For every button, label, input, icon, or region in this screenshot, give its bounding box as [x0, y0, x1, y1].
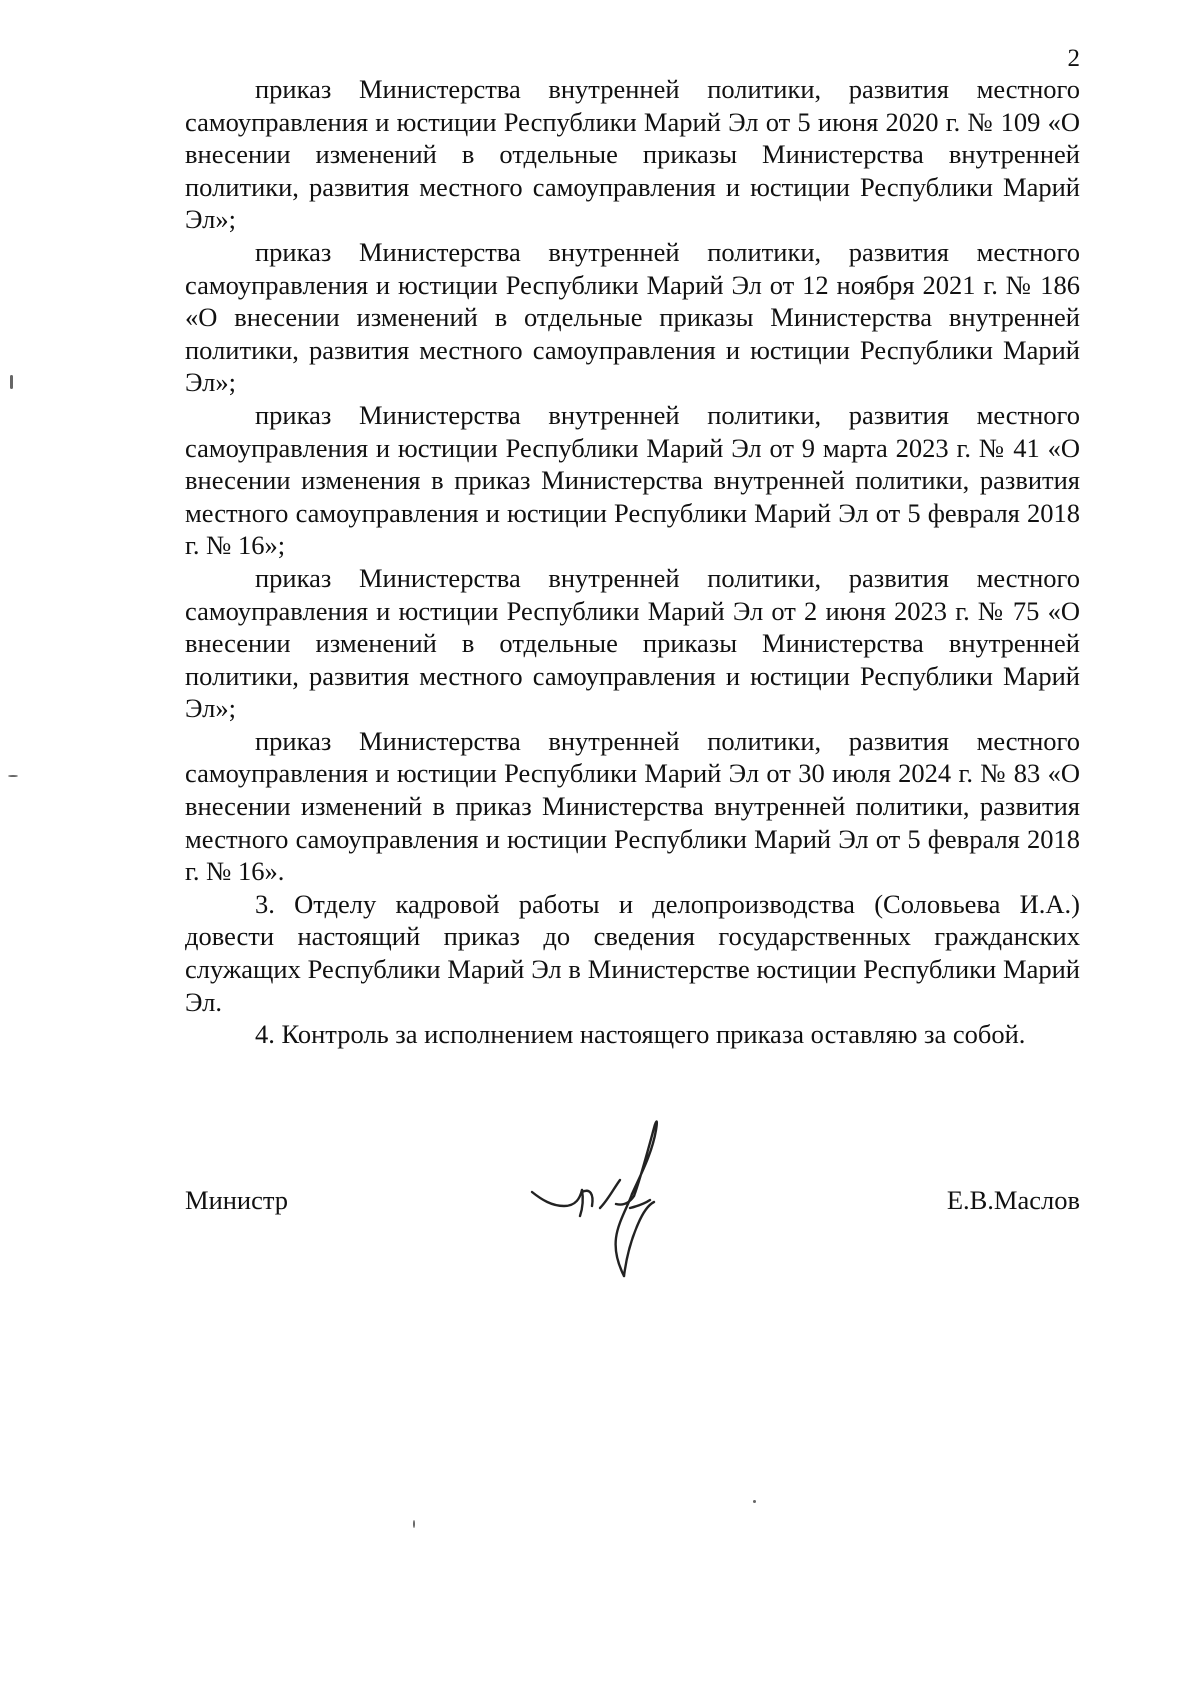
paragraph-item-3: 3. Отделу кадровой работы и делопроизводства (Соловьева И.А.) довести настоящий приказ до сведения государственных гражданских служащих Республики Марий Эл в Министерстве юстиции Республики Марий Эл.: [185, 888, 1080, 1017]
scan-speck: [10, 375, 13, 389]
scan-speck: [413, 1520, 415, 1528]
paragraph-order-2023-41: приказ Министерства внутренней политики, развития местного самоуправления и юстиции Республики Марий Эл от 9 марта 2023 г. № 41 «О внесении изменения в приказ Министерства внутренней политики, развития местного самоуправления и юстиции Республики Марий Эл от 5 февраля 2018 г. № 16»;: [185, 399, 1080, 561]
paragraph-order-2021-186: приказ Министерства внутренней политики, развития местного самоуправления и юстиции Республики Марий Эл от 12 ноября 2021 г. № 186 «О внесении изменений в отдельные приказы Министерства внутренней политики, развития местного самоуправления и юстиции Республики Марий Эл»;: [185, 236, 1080, 398]
handwritten-signature: [520, 1110, 720, 1280]
signatory-title: Министр: [185, 1185, 289, 1215]
paragraph-order-2024-83: приказ Министерства внутренней политики, развития местного самоуправления и юстиции Республики Марий Эл от 30 июля 2024 г. № 83 «О внесении изменений в приказ Министерства внутренней политики, развития местного самоуправления и юстиции Республики Марий Эл от 5 февраля 2018 г. № 16».: [185, 725, 1080, 887]
paragraph-order-2023-75: приказ Министерства внутренней политики, развития местного самоуправления и юстиции Республики Марий Эл от 2 июня 2023 г. № 75 «О внесении изменений в отдельные приказы Министерства внутренней политики, развития местного самоуправления и юстиции Республики Марий Эл»;: [185, 562, 1080, 724]
scan-speck: [753, 1500, 756, 1503]
page-number: 2: [1067, 45, 1080, 72]
document-body: [185, 73, 1080, 1051]
paragraph-item-4: 4. Контроль за исполнением настоящего приказа оставляю за собой.: [255, 1019, 1026, 1050]
paragraph-order-2020-109: приказ Министерства внутренней политики, развития местного самоуправления и юстиции Республики Марий Эл от 5 июня 2020 г. № 109 «О внесении изменений в отдельные приказы Министерства внутренней политики, развития местного самоуправления и юстиции Республики Марий Эл»;: [185, 74, 1080, 235]
scan-speck: [8, 775, 18, 777]
signatory-name: Е.В.Маслов: [946, 1185, 1080, 1215]
